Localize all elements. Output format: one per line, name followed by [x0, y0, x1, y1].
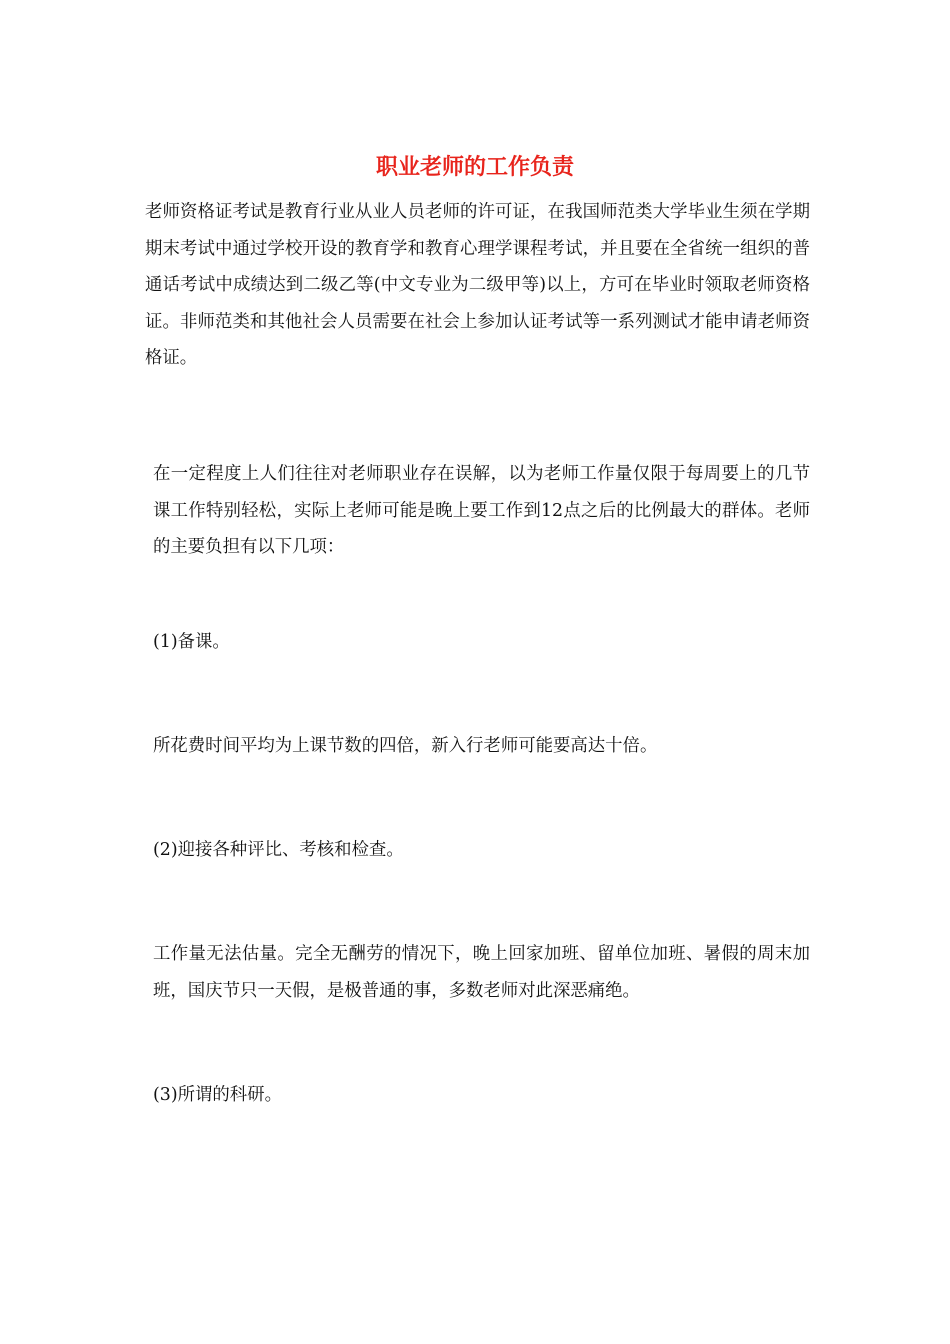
paragraph-preparation-time: 所花费时间平均为上课节数的四倍，新入行老师可能要高达十倍。: [153, 736, 658, 756]
document-title: 职业老师的工作负责: [375, 155, 574, 180]
list-item-evaluations: (2)迎接各种评比、考核和检查。: [153, 840, 404, 860]
paragraph-teacher-certificate: 老师资格证考试是教育行业从业人员老师的许可证，在我国师范类大学毕业生须在学期期末考试中通过学校开设的教育学和教育心理学课程考试，并且要在全省统一组织的普通话考试中成绩达到二级乙等(中文专业为二级甲等)以上，方可在毕业时领取老师资格证。非师范类和其他社会人员需要在社会上参加认证考试等一系列测试才能申请老师资格证。: [145, 202, 810, 368]
paragraph-workload: 工作量无法估量。完全无酬劳的情况下，晚上回家加班、留单位加班、暑假的周末加班，国庆节只一天假，是极普通的事，多数老师对此深恶痛绝。: [153, 944, 810, 1001]
paragraph-misunderstanding: 在一定程度上人们往往对老师职业存在误解，以为老师工作量仅限于每周要上的几节课工作特别轻松，实际上老师可能是晚上要工作到12点之后的比例最大的群体。老师的主要负担有以下几项：: [153, 464, 810, 557]
list-item-research: (3)所谓的科研。: [153, 1085, 282, 1105]
list-item-lesson-preparation: (1)备课。: [153, 632, 230, 652]
